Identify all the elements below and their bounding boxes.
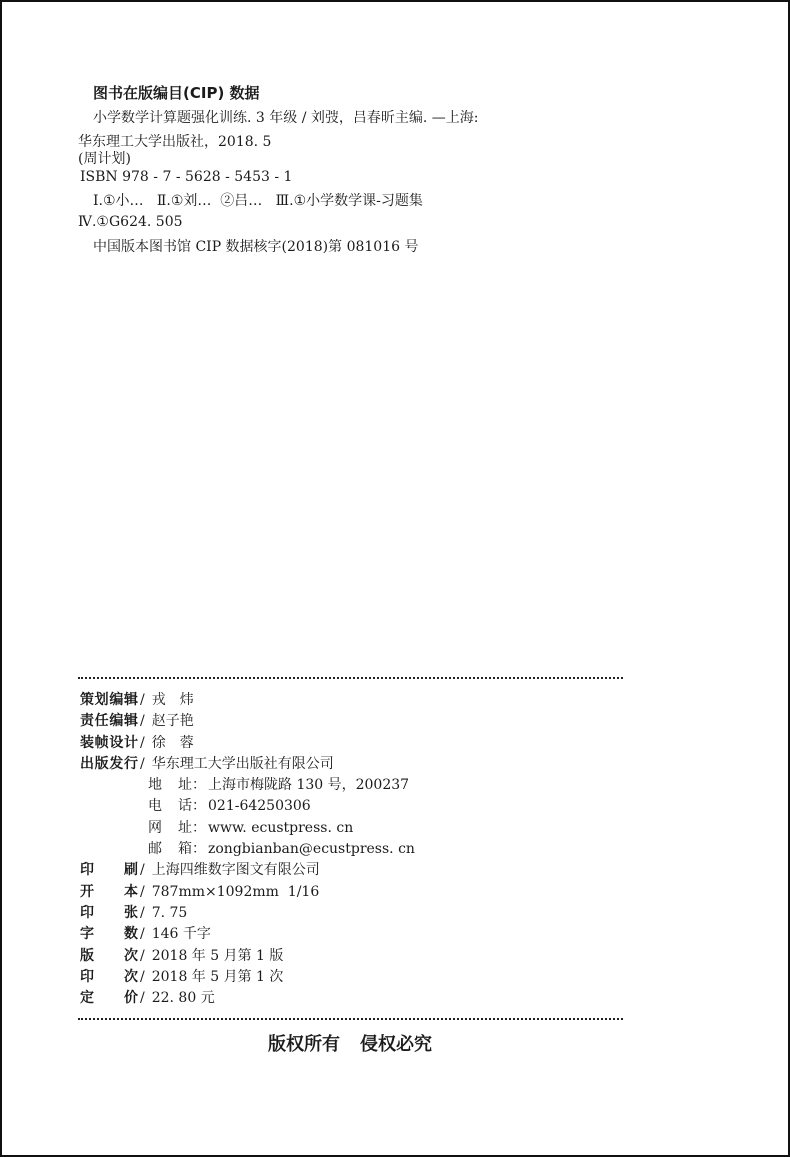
- detail-separator: ：: [192, 798, 206, 815]
- spec-value: 7. 75: [151, 904, 188, 921]
- spec-label: 印 张: [80, 904, 138, 921]
- detail-separator: ：: [192, 777, 206, 794]
- credit-row-publisher: [80, 754, 640, 775]
- spec-row-word-count: [80, 924, 640, 945]
- credit-label: 策划编辑: [80, 692, 138, 708]
- cip-record-number: 中国版本图书馆 CIP 数据核字(2018)第 081016 号: [93, 239, 419, 255]
- detail-row-address: [80, 775, 640, 796]
- label-separator: /: [140, 734, 145, 751]
- label-separator: /: [140, 947, 145, 964]
- spec-row-price: [80, 988, 640, 1009]
- detail-value: 上海市梅陇路 130 号，200237: [208, 777, 410, 794]
- copyright-notice-right: 侵权必究: [360, 1034, 432, 1055]
- detail-separator: ：: [192, 841, 206, 858]
- credit-row-responsible-editor: [80, 711, 640, 732]
- detail-row-website: [80, 818, 640, 839]
- detail-row-phone: [80, 796, 640, 817]
- credit-value: 赵子艳: [151, 713, 194, 730]
- spec-row-printer: [80, 860, 640, 881]
- credit-value: 华东理工大学出版社有限公司: [151, 755, 334, 772]
- credit-row-cover-design: [80, 733, 640, 754]
- spec-label: 开 本: [80, 883, 138, 900]
- detail-label: 地 址: [148, 777, 192, 794]
- spec-value: 2018 年 5 月第 1 版: [151, 947, 284, 964]
- cip-title-line: 小学数学计算题强化训练. 3 年级 / 刘弢，吕春昕主编. —上海:: [93, 110, 479, 126]
- spec-label: 定 价: [80, 990, 138, 1007]
- spec-label: 版 次: [80, 947, 138, 964]
- dotted-divider-top: [78, 677, 623, 679]
- label-separator: /: [140, 904, 145, 921]
- spec-value: 22. 80 元: [151, 990, 215, 1007]
- spec-label: 印 刷: [80, 862, 138, 879]
- cip-heading: 图书在版编目(CIP) 数据: [93, 84, 260, 102]
- credit-label: 出版发行: [80, 755, 138, 772]
- detail-value: 021-64250306: [208, 798, 311, 815]
- spec-value: 上海四维数字图文有限公司: [151, 862, 320, 879]
- detail-separator: ：: [192, 819, 206, 836]
- cip-publisher-line: 华东理工大学出版社，2018. 5: [78, 134, 272, 150]
- label-separator: /: [140, 990, 145, 1007]
- detail-label: 电 话: [148, 798, 192, 815]
- credit-value: 戎 炜: [151, 692, 194, 708]
- spec-row-printing: [80, 967, 640, 988]
- cip-isbn-line: ISBN 978 - 7 - 5628 - 5453 - 1: [80, 169, 293, 185]
- label-separator: /: [140, 692, 145, 708]
- label-separator: /: [140, 968, 145, 985]
- copyright-notice: [268, 1034, 432, 1056]
- cip-classification-line: Ⅳ.①G624. 505: [78, 214, 183, 230]
- detail-row-email: [80, 839, 640, 860]
- detail-value: zongbianban@ecustpress. cn: [208, 841, 415, 858]
- detail-label: 邮 箱: [148, 841, 192, 858]
- imprint-block: [80, 690, 640, 1009]
- dotted-divider-bottom: [78, 1018, 623, 1020]
- cip-series-line: (周计划): [78, 151, 131, 167]
- spec-row-printed-sheets: [80, 903, 640, 924]
- detail-value: www. ecustpress. cn: [208, 819, 354, 836]
- spec-label: 字 数: [80, 926, 138, 943]
- credit-row-planning-editor: [80, 690, 640, 711]
- label-separator: /: [140, 755, 145, 772]
- spec-row-format: [80, 882, 640, 903]
- label-separator: /: [140, 883, 145, 900]
- credit-value: 徐 蓉: [151, 734, 194, 751]
- credit-label: 装帧设计: [80, 734, 138, 751]
- spec-row-edition: [80, 946, 640, 967]
- label-separator: /: [140, 713, 145, 730]
- label-separator: /: [140, 862, 145, 879]
- copyright-notice-left: 版权所有: [268, 1034, 340, 1055]
- spec-value: 787mm×1092mm 1/16: [151, 883, 320, 900]
- spec-value: 146 千字: [151, 926, 211, 943]
- spec-label: 印 次: [80, 968, 138, 985]
- cip-subject-line: Ⅰ.①小… Ⅱ.①刘… ②吕… Ⅲ.①小学数学课-习题集: [93, 193, 423, 209]
- label-separator: /: [140, 926, 145, 943]
- credit-label: 责任编辑: [80, 713, 138, 730]
- spec-value: 2018 年 5 月第 1 次: [151, 968, 284, 985]
- detail-label: 网 址: [148, 819, 192, 836]
